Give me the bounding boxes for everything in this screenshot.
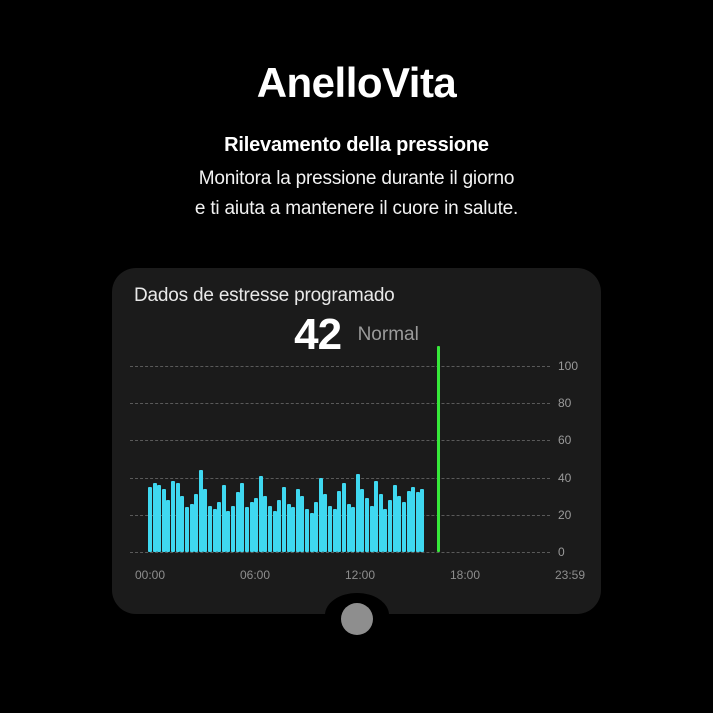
chart-bar: [333, 509, 337, 552]
header: [0, 60, 713, 222]
feature-subtitle: Rilevamento della pressione: [224, 134, 489, 157]
feature-description-line-2: e ti aiuta a mantenere il cuore in salute.: [194, 197, 519, 219]
current-value-marker: [437, 346, 440, 552]
chart-bar: [291, 507, 295, 552]
chart-bar: [277, 500, 281, 552]
chart-bar: [407, 491, 411, 552]
chart-bar: [180, 496, 184, 552]
feature-description-line-1: Monitora la pressione durante il giorno: [198, 168, 515, 190]
chart-plot-area: [130, 366, 550, 552]
y-axis-tick-label: 80: [558, 396, 572, 411]
reading-status-label: Normal: [357, 324, 419, 345]
x-axis-tick-label: 23:59: [554, 568, 586, 582]
gridline: [130, 552, 550, 553]
chart-bar: [162, 489, 166, 552]
brand-title: AnelloVita: [256, 59, 457, 106]
chart-bar: [342, 483, 346, 552]
chart-bar: [222, 485, 226, 552]
chart-bar: [319, 478, 323, 552]
chart-bar: [254, 498, 258, 552]
chart-bar: [199, 470, 203, 552]
chart-bar: [388, 500, 392, 552]
chart-bar: [171, 481, 175, 552]
chart-bar: [314, 502, 318, 552]
x-axis-tick-label: 00:00: [134, 568, 166, 582]
chart-bar: [411, 487, 415, 552]
chart-bar: [356, 474, 360, 552]
y-axis-tick-label: 0: [558, 545, 565, 559]
chart-bar: [190, 504, 194, 552]
chart-bar: [370, 506, 374, 553]
x-axis-tick-label: 18:00: [449, 568, 481, 582]
y-axis-tick-label: 100: [558, 359, 579, 373]
chart-bar: [360, 489, 364, 552]
chart-bar: [402, 502, 406, 552]
stress-chart-card: [112, 268, 601, 614]
chart-bar: [236, 492, 240, 552]
x-axis-tick-label: 06:00: [239, 568, 271, 582]
chart-bar: [148, 487, 152, 552]
chart-bar: [305, 509, 309, 552]
home-button[interactable]: [341, 603, 373, 635]
y-axis-tick-label: 20: [558, 507, 572, 522]
chart-bar: [416, 492, 420, 552]
chart-bar: [185, 507, 189, 552]
chart-bar: [166, 500, 170, 552]
chart-bar: [273, 511, 277, 552]
chart-bar: [351, 507, 355, 552]
y-axis-tick-label: 60: [558, 433, 572, 448]
chart-bar: [153, 483, 157, 552]
chart-bar: [231, 506, 235, 553]
chart-bar: [296, 489, 300, 552]
chart-bar: [365, 498, 369, 552]
chart-bar: [208, 506, 212, 553]
chart-bar: [393, 485, 397, 552]
chart-bar: [263, 496, 267, 552]
chart-bar: [240, 483, 244, 552]
chart-bars: [130, 366, 550, 552]
chart-bar: [383, 509, 387, 552]
chart-bar: [300, 496, 304, 552]
chart-bar: [176, 483, 180, 552]
chart-bar: [323, 494, 327, 552]
x-axis-tick-label: 12:00: [344, 568, 376, 582]
chart-bar: [226, 511, 230, 552]
chart-bar: [217, 502, 221, 552]
chart-bar: [328, 506, 332, 553]
chart-bar: [337, 491, 341, 552]
chart-x-axis: [130, 568, 600, 586]
y-axis-tick-label: 40: [558, 470, 572, 485]
chart-bar: [310, 513, 314, 552]
chart-bar: [287, 504, 291, 552]
chart-bar: [282, 487, 286, 552]
chart-bar: [347, 504, 351, 552]
chart-bar: [259, 476, 263, 552]
card-title: Dados de estresse programado: [134, 285, 395, 306]
chart-bar: [203, 489, 207, 552]
chart-bar: [397, 496, 401, 552]
chart-bar: [268, 506, 272, 553]
reading-block: [112, 310, 601, 360]
chart-bar: [194, 494, 198, 552]
chart-bar: [157, 485, 161, 552]
chart-bar: [245, 507, 249, 552]
chart-bar: [379, 494, 383, 552]
chart-bar: [213, 509, 217, 552]
reading-value: 42: [294, 310, 342, 359]
chart-bar: [374, 481, 378, 552]
chart-bar: [420, 489, 424, 552]
chart-bar: [250, 502, 254, 552]
